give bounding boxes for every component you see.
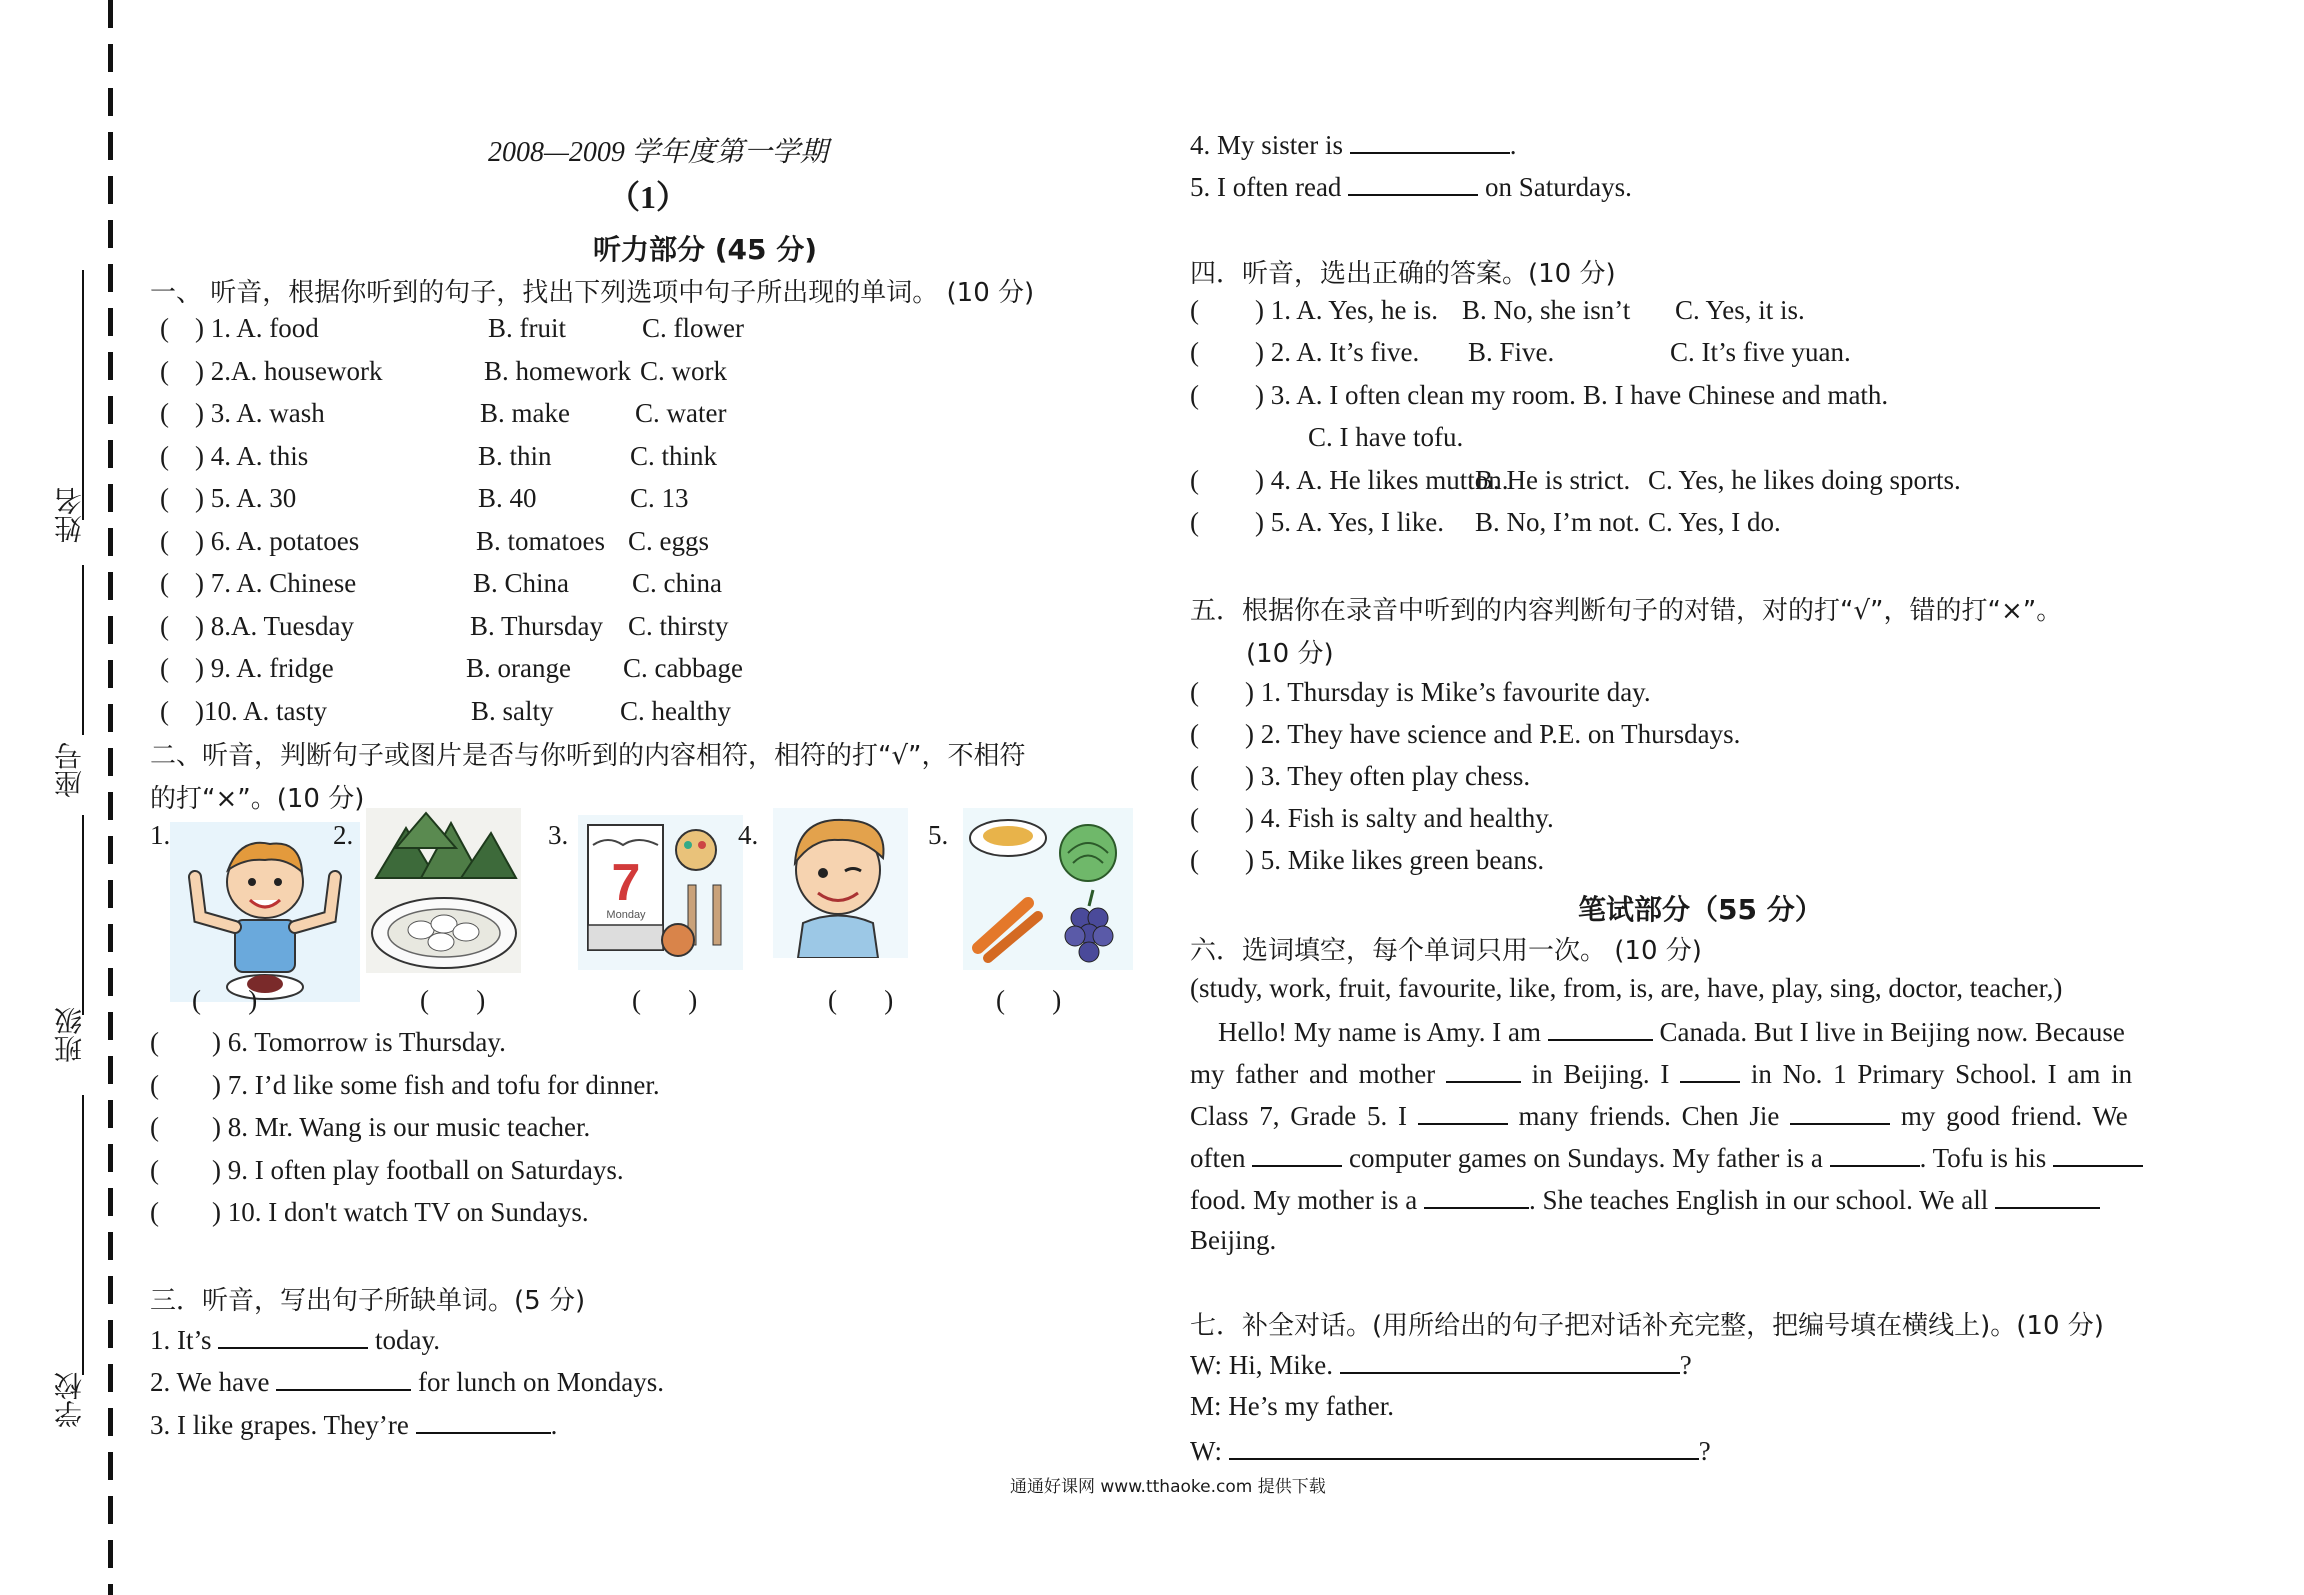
answer-bracket[interactable]: ( [150, 1112, 159, 1142]
sec5-row [1190, 677, 2090, 717]
sec1-option-b: B. homework [484, 355, 631, 386]
answer-bracket[interactable]: ( [160, 610, 169, 641]
sec4-option-a: ) 5. A. Yes, I like. [1255, 507, 1445, 537]
answer-bracket[interactable]: ( [160, 355, 169, 386]
strong-boy-picture [170, 822, 360, 1002]
sec1-option-c: C. work [640, 355, 727, 386]
sec4-option-b: B. No, I’m not. [1475, 507, 1640, 537]
sec2-statement: ) 7. I’d like some fish and tofu for dinner. [212, 1069, 660, 1100]
sec3-item-3-pre: 3. I like grapes. They’re [150, 1410, 409, 1440]
sec2-row [150, 1112, 1050, 1152]
cloze-blank-1[interactable] [1548, 1015, 1653, 1041]
sec1-row [160, 356, 1060, 396]
cloze-blank-2[interactable] [1446, 1057, 1521, 1083]
section-6-word-bank: (study, work, fruit, favourite, like, from, is, are, have, play, sing, doctor, teacher,) [1190, 973, 2063, 1003]
sec4-row [1190, 380, 2210, 420]
sec4-option-a: ) 3. A. I often clean my room. [1255, 380, 1576, 410]
sec4-option-b: B. Five. [1468, 337, 1555, 367]
cloze-line-5 [1190, 1183, 2100, 1216]
sec1-option-a: ) 9. A. fridge [195, 653, 334, 683]
answer-bracket[interactable]: ( [1190, 337, 1199, 367]
pic-bracket-4[interactable]: ( ) [828, 985, 894, 1015]
sec2-row [150, 1070, 1050, 1110]
sec1-option-b: B. fruit [488, 313, 566, 343]
calendar-day: 7 [611, 854, 641, 912]
dialog-3-post: ? [1698, 1436, 1711, 1466]
cloze-blank-7[interactable] [1830, 1141, 1920, 1167]
sec3-item-1-pre: 1. It’s [150, 1325, 212, 1355]
pic-number-3: 3. [548, 820, 569, 850]
sec3-item-3 [150, 1408, 557, 1441]
sec1-option-a: ) 3. A. wash [195, 398, 325, 428]
pic-bracket-2[interactable]: ( ) [420, 985, 486, 1015]
sec3-item-5 [1190, 170, 1632, 203]
boy-face-picture [773, 808, 908, 958]
sec1-option-c: C. think [630, 440, 718, 471]
sec5-statement: ) 1. Thursday is Mike’s favourite day. [1245, 677, 1651, 707]
sec1-row [160, 611, 1060, 651]
sec4-option-c: C. Yes, I do. [1648, 507, 1781, 537]
sec4-row [1190, 507, 2210, 547]
answer-bracket[interactable]: ( [1190, 507, 1199, 537]
sec1-option-a: )10. A. tasty [195, 695, 327, 726]
sec2-row [150, 1027, 1050, 1067]
sec1-option-b: B. thin [478, 440, 552, 471]
written-title: 笔试部分（55 分） [1578, 893, 1823, 926]
sec3-item-2-post: for lunch on Mondays. [418, 1367, 665, 1397]
cloze-line-1 [1218, 1015, 2125, 1048]
dialog-1-pre: W: Hi, Mike. [1190, 1350, 1333, 1380]
sec2-row [150, 1197, 1050, 1237]
sec3-blank-5[interactable] [1348, 170, 1478, 196]
school-rule [82, 1095, 84, 1375]
sec3-item-4-pre: 4. My sister is [1190, 130, 1344, 160]
cloze-text-2: Canada. But I live in Beijing now. Because [1659, 1017, 2125, 1047]
answer-bracket[interactable]: ( [1190, 380, 1199, 410]
sec5-statement: ) 3. They often play chess. [1245, 761, 1531, 791]
sec4-option-a: ) 4. A. He likes mutton. [1255, 465, 1509, 495]
calendar-picture [578, 815, 743, 970]
sec3-item-1 [150, 1323, 440, 1356]
sec1-row [160, 568, 1060, 608]
cloze-line-6: Beijing. [1190, 1225, 1277, 1255]
section-6-title: 六．选词填空，每个单词只用一次。 (10 分) [1190, 936, 1702, 966]
sec2-statement: ) 9. I often play football on Saturdays. [212, 1154, 624, 1185]
answer-bracket[interactable]: ( [150, 1027, 159, 1057]
sec4-option-b: B. No, she isn’t [1462, 295, 1631, 325]
sec1-option-b: B. 40 [478, 483, 537, 513]
sec1-option-a: ) 6. A. potatoes [195, 525, 360, 556]
sec5-row [1190, 761, 2090, 801]
class-rule [82, 815, 84, 1015]
cloze-text-10: computer games on Sundays. My father is a [1348, 1143, 1823, 1173]
answer-bracket[interactable]: ( [150, 1154, 159, 1185]
sec3-item-4 [1190, 128, 1517, 161]
sec3-item-2-pre: 2. We have [150, 1367, 270, 1397]
sec1-row [160, 398, 1060, 438]
sec1-row [160, 313, 1060, 353]
sec3-item-2 [150, 1365, 664, 1398]
sec4-option-b: B. He is strict. [1475, 465, 1631, 495]
cloze-text-8: my good friend. We [1900, 1101, 2128, 1131]
answer-bracket[interactable]: ( [150, 1069, 159, 1100]
sec1-row [160, 526, 1060, 566]
section-5-title-line1: 五．根据你在录音中听到的内容判断句子的对错，对的打“√”，错的打“×”。 [1190, 596, 2063, 626]
sec5-row [1190, 719, 2090, 759]
food-vegetables-picture [963, 808, 1133, 970]
sec4-option-b: B. I have Chinese and math. [1583, 380, 1889, 410]
cloze-text-9: often [1190, 1143, 1246, 1173]
answer-bracket[interactable]: ( [160, 653, 169, 683]
sec4-row [1190, 295, 2210, 335]
sec1-option-b: B. Thursday [470, 610, 603, 641]
cloze-text-7: many friends. Chen Jie [1518, 1101, 1780, 1131]
sec3-item-1-post: today. [375, 1325, 440, 1355]
sec3-blank-4[interactable] [1350, 128, 1510, 154]
seat-rule [82, 565, 84, 735]
sec1-option-b: B. orange [466, 653, 571, 683]
sec1-option-a: ) 8.A. Tuesday [195, 610, 355, 641]
sec2-statement: ) 10. I don't watch TV on Sundays. [212, 1197, 589, 1227]
section-2-title-line2: 的打“×”。(10 分) [150, 784, 365, 814]
answer-bracket[interactable]: ( [160, 483, 169, 513]
sec3-item-3-post: . [550, 1410, 558, 1440]
cloze-text-11: . Tofu is his [1919, 1143, 2047, 1173]
sec1-option-a: ) 1. A. food [195, 313, 319, 343]
calendar-word: Monday [606, 909, 646, 921]
answer-bracket[interactable]: ( [1190, 677, 1199, 707]
sec1-option-c: C. eggs [628, 525, 709, 556]
sec2-statement: ) 6. Tomorrow is Thursday. [212, 1027, 506, 1057]
listening-title: 听力部分 (45 分) [593, 233, 818, 266]
section-5-title-line2: (10 分) [1246, 639, 1334, 669]
class-label: 班级 [53, 1007, 86, 1063]
answer-bracket[interactable]: ( [160, 695, 169, 726]
sec5-statement: ) 4. Fish is salty and healthy. [1245, 803, 1554, 833]
cloze-blank-6[interactable] [1252, 1141, 1342, 1167]
section-4-title: 四．听音，选出正确的答案。(10 分) [1190, 259, 1616, 289]
pic-bracket-1[interactable]: ( ) [192, 985, 258, 1015]
pic-number-2: 2. [333, 820, 354, 850]
binding-margin [0, 0, 130, 1595]
section-2-title-line1: 二、听音，判断句子或图片是否与你听到的内容相符，相符的打“√”，不相符 [150, 741, 1026, 771]
cloze-text-4: in Beijing. I [1531, 1059, 1670, 1089]
name-label: 姓名 [53, 487, 86, 543]
answer-bracket[interactable]: ( [160, 313, 169, 343]
sec4-option-c: C. Yes, it is. [1675, 295, 1805, 325]
sec1-option-c: C. flower [642, 313, 744, 343]
section-7-title: 七．补全对话。(用所给出的句子把对话补充完整，把编号填在横线上)。(10 分) [1190, 1311, 2104, 1341]
footer-credit: 通通好课网 www.tthaoke.com 提供下载 [1010, 1477, 1326, 1497]
sec1-option-b: B. tomatoes [476, 525, 605, 556]
zongzi-dumplings-picture [366, 808, 521, 973]
sec1-option-c: C. thirsty [628, 610, 729, 641]
answer-bracket[interactable]: ( [1190, 295, 1199, 325]
sec4-option-c: C. It’s five yuan. [1670, 337, 1851, 367]
cloze-text-5: in No. 1 Primary School. I am in [1750, 1059, 2133, 1089]
sec4-option-a: ) 1. A. Yes, he is. [1255, 295, 1439, 325]
sec1-row [160, 653, 1060, 693]
answer-bracket[interactable]: ( [160, 568, 169, 598]
cloze-blank-8[interactable] [2053, 1141, 2143, 1167]
sec4-option-c: C. Yes, he likes doing sports. [1648, 465, 1961, 495]
answer-bracket[interactable]: ( [160, 398, 169, 428]
sec4-row [1190, 465, 2210, 505]
answer-bracket[interactable]: ( [1190, 719, 1199, 749]
sec5-statement: ) 2. They have science and P.E. on Thursdays. [1245, 719, 1741, 749]
pic-number-4: 4. [738, 820, 759, 850]
sec4-row [1190, 337, 2210, 377]
section-3-title: 三．听音，写出句子所缺单词。(5 分) [150, 1286, 586, 1316]
pic-bracket-5[interactable]: ( ) [996, 985, 1062, 1015]
sec2-statement: ) 8. Mr. Wang is our music teacher. [212, 1112, 591, 1142]
sec1-option-a: ) 4. A. this [195, 440, 309, 471]
cut-line [108, 0, 113, 1595]
sec1-option-b: B. China [473, 568, 570, 598]
answer-bracket[interactable]: ( [160, 525, 169, 556]
section-1-title: 一、 听音，根据你听到的句子，找出下列选项中句子所出现的单词。 (10 分) [150, 278, 1035, 308]
sec1-option-a: ) 5. A. 30 [195, 483, 297, 513]
sec4-item-3-option-c: C. I have tofu. [1308, 422, 1464, 452]
answer-bracket[interactable]: ( [1190, 465, 1199, 495]
cloze-text-6: Class 7, Grade 5. I [1190, 1101, 1407, 1131]
cloze-blank-3[interactable] [1680, 1057, 1740, 1083]
answer-bracket[interactable]: ( [1190, 845, 1199, 875]
cloze-line-2 [1190, 1057, 2132, 1090]
sec2-row [150, 1155, 1050, 1195]
cloze-blank-4[interactable] [1418, 1099, 1508, 1125]
dialog-blank-1[interactable] [1340, 1348, 1680, 1374]
cloze-blank-9[interactable] [1424, 1183, 1529, 1209]
sec1-row [160, 696, 1060, 736]
sec1-option-a: ) 7. A. Chinese [195, 568, 357, 598]
cloze-text-1: Hello! My name is Amy. I am [1218, 1017, 1541, 1047]
sec3-blank-2[interactable] [276, 1365, 411, 1391]
cloze-blank-5[interactable] [1790, 1099, 1890, 1125]
sec5-row [1190, 803, 2090, 843]
sec3-item-4-post: . [1509, 130, 1517, 160]
cloze-line-3 [1190, 1099, 2128, 1132]
sec4-option-a: ) 2. A. It’s five. [1255, 337, 1420, 367]
pic-bracket-3[interactable]: ( ) [632, 985, 698, 1015]
exam-number: （1） [608, 179, 689, 215]
sec1-option-b: B. make [480, 398, 570, 428]
sec1-row [160, 441, 1060, 481]
sec3-blank-1[interactable] [218, 1323, 368, 1349]
cloze-line-4 [1190, 1141, 2143, 1174]
sec1-option-c: C. 13 [630, 483, 689, 513]
pic-number-1: 1. [150, 820, 171, 850]
dialog-1-post: ? [1679, 1350, 1692, 1380]
exam-year: 2008—2009 学年度第一学期 [488, 137, 828, 168]
cloze-blank-10[interactable] [1995, 1183, 2100, 1209]
sec1-option-c: C. healthy [620, 695, 731, 726]
cloze-text-3: my father and mother [1190, 1059, 1436, 1089]
seat-label: 座号 [53, 742, 86, 798]
sec1-option-c: C. china [632, 568, 722, 598]
answer-bracket[interactable]: ( [160, 440, 169, 471]
sec3-item-5-pre: 5. I often read [1190, 172, 1342, 202]
sec1-option-c: C. water [635, 398, 727, 428]
cloze-text-13: . She teaches English in our school. We all [1528, 1185, 1989, 1215]
answer-bracket[interactable]: ( [1190, 803, 1199, 833]
sec3-blank-3[interactable] [416, 1408, 551, 1434]
dialog-line-3 [1190, 1434, 1711, 1467]
sec3-item-5-post: on Saturdays. [1484, 172, 1632, 202]
sec5-row [1190, 845, 2090, 885]
sec1-option-c: C. cabbage [623, 653, 743, 683]
dialog-line-1 [1190, 1348, 1692, 1381]
answer-bracket[interactable]: ( [150, 1197, 159, 1227]
cloze-text-12: food. My mother is a [1190, 1185, 1418, 1215]
dialog-line-2: M: He’s my father. [1190, 1391, 1394, 1421]
dialog-blank-2[interactable] [1229, 1434, 1699, 1460]
school-label: 学校 [53, 1372, 86, 1428]
pic-number-5: 5. [928, 820, 949, 850]
sec5-statement: ) 5. Mike likes green beans. [1245, 845, 1545, 875]
answer-bracket[interactable]: ( [1190, 761, 1199, 791]
sec1-row [160, 483, 1060, 523]
dialog-3-pre: W: [1190, 1436, 1222, 1466]
sec1-option-b: B. salty [471, 695, 554, 726]
sec1-option-a: ) 2.A. housework [195, 355, 383, 386]
